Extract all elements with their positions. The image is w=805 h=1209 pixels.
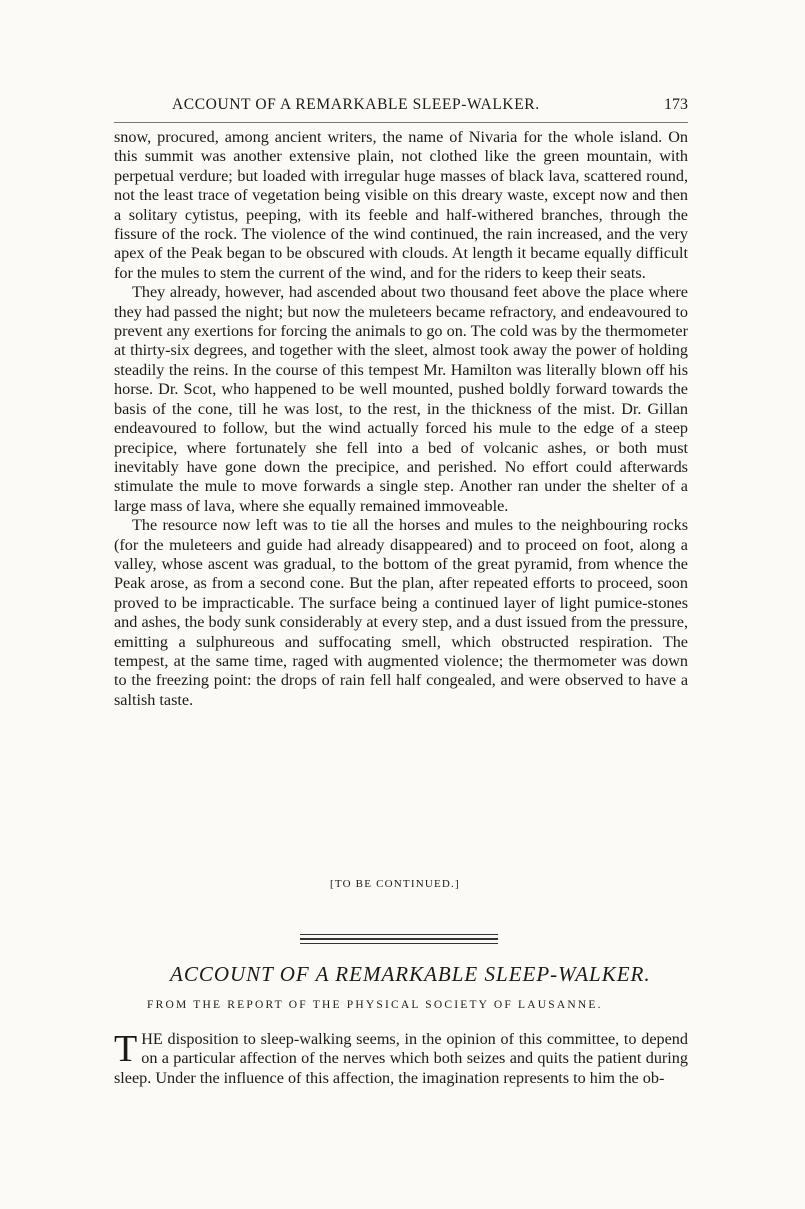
paragraph-2: They already, however, had ascended about two thousand feet above the place where they had passed the night; but now the muleteers became refractory, and endeavoured to prevent any exertions for forcing the animals to go on. The cold was by the thermometer at thirty-six degrees, and together with the sleet, almost took away the power of holding steadily the reins. In the course of this tempest Mr. Hamilton was literally blown off his horse. Dr. Scot, who happened to be well mounted, pushed boldly forward towards the basis of the cone, till he was lost, to the rest, in the thickness of the mist. Dr. Gillan endeavoured to follow, but the wind actually forced his mule to the edge of a steep precipice, where fortunately she fell into a bed of volcanic ashes, or both must inevitably have gone down the precipice, and perished. No effort could afterwards stimulate the mule to move forwards a single step. Another ran under the shelter of a large mass of lava, where she equally remained immoveable. (114, 283, 688, 515)
divider-line (300, 943, 498, 944)
section-divider (300, 934, 498, 946)
header-rule (114, 122, 688, 123)
article-title: ACCOUNT OF A REMARKABLE SLEEP-WALKER. (170, 962, 651, 986)
drop-cap: T (114, 1028, 138, 1070)
paragraph-1: snow, procured, among ancient writers, the name of Nivaria for the whole island. On this summit was another extensive plain, not clothed like the green mountain, with perpetual verdure; but loaded with irregular huge masses of black lava, scattered round, not the least trace of vegetation being visible on this dreary waste, except now and then a solitary cytistus, peeping, with its feeble and half-withered branches, through the fissure of the rock. The violence of the wind continued, the rain increased, and the very apex of the Peak began to be obscured with clouds. At length it became equally difficult for the mules to stem the current of the wind, and for the riders to keep their seats. (114, 128, 688, 282)
body-text (114, 128, 688, 710)
paragraph-3: The resource now left was to tie all the horses and mules to the neighbouring rocks (for the muleteers and guide had already disappeared) and to proceed on foot, along a valley, whose ascent was gradual, to the bottom of the great pyramid, from whence the Peak arose, as from a second cone. But the plan, after repeated efforts to proceed, soon proved to be impracticable. The surface being a continued layer of light pumice-stones and ashes, the body sunk considerably at every step, and a dust issued from the pressure, emitting a sulphureous and suffocating smell, which obstructed respiration. The tempest, at the same time, raged with augmented violence; the thermometer was down to the freezing point: the drops of rain fell half congealed, and were observed to have a saltish taste. (114, 516, 688, 709)
divider-line (300, 938, 498, 941)
intro-text: HE disposition to sleep-walking seems, in the opinion of this committee, to depend on a particular affection of the nerves which both seizes and quits the patient during sleep. Under the influence of this affection, the imagination represents to him the ob- (114, 1030, 688, 1087)
page-number: 173 (664, 96, 688, 113)
to-be-continued-note: [TO BE CONTINUED.] (330, 878, 460, 890)
running-head (114, 96, 688, 118)
divider-line (300, 934, 498, 935)
running-title: ACCOUNT OF A REMARKABLE SLEEP-WALKER. (172, 96, 540, 113)
article-intro (114, 1030, 688, 1088)
article-subtitle: FROM THE REPORT OF THE PHYSICAL SOCIETY OF LAUSANNE. (147, 999, 603, 1011)
